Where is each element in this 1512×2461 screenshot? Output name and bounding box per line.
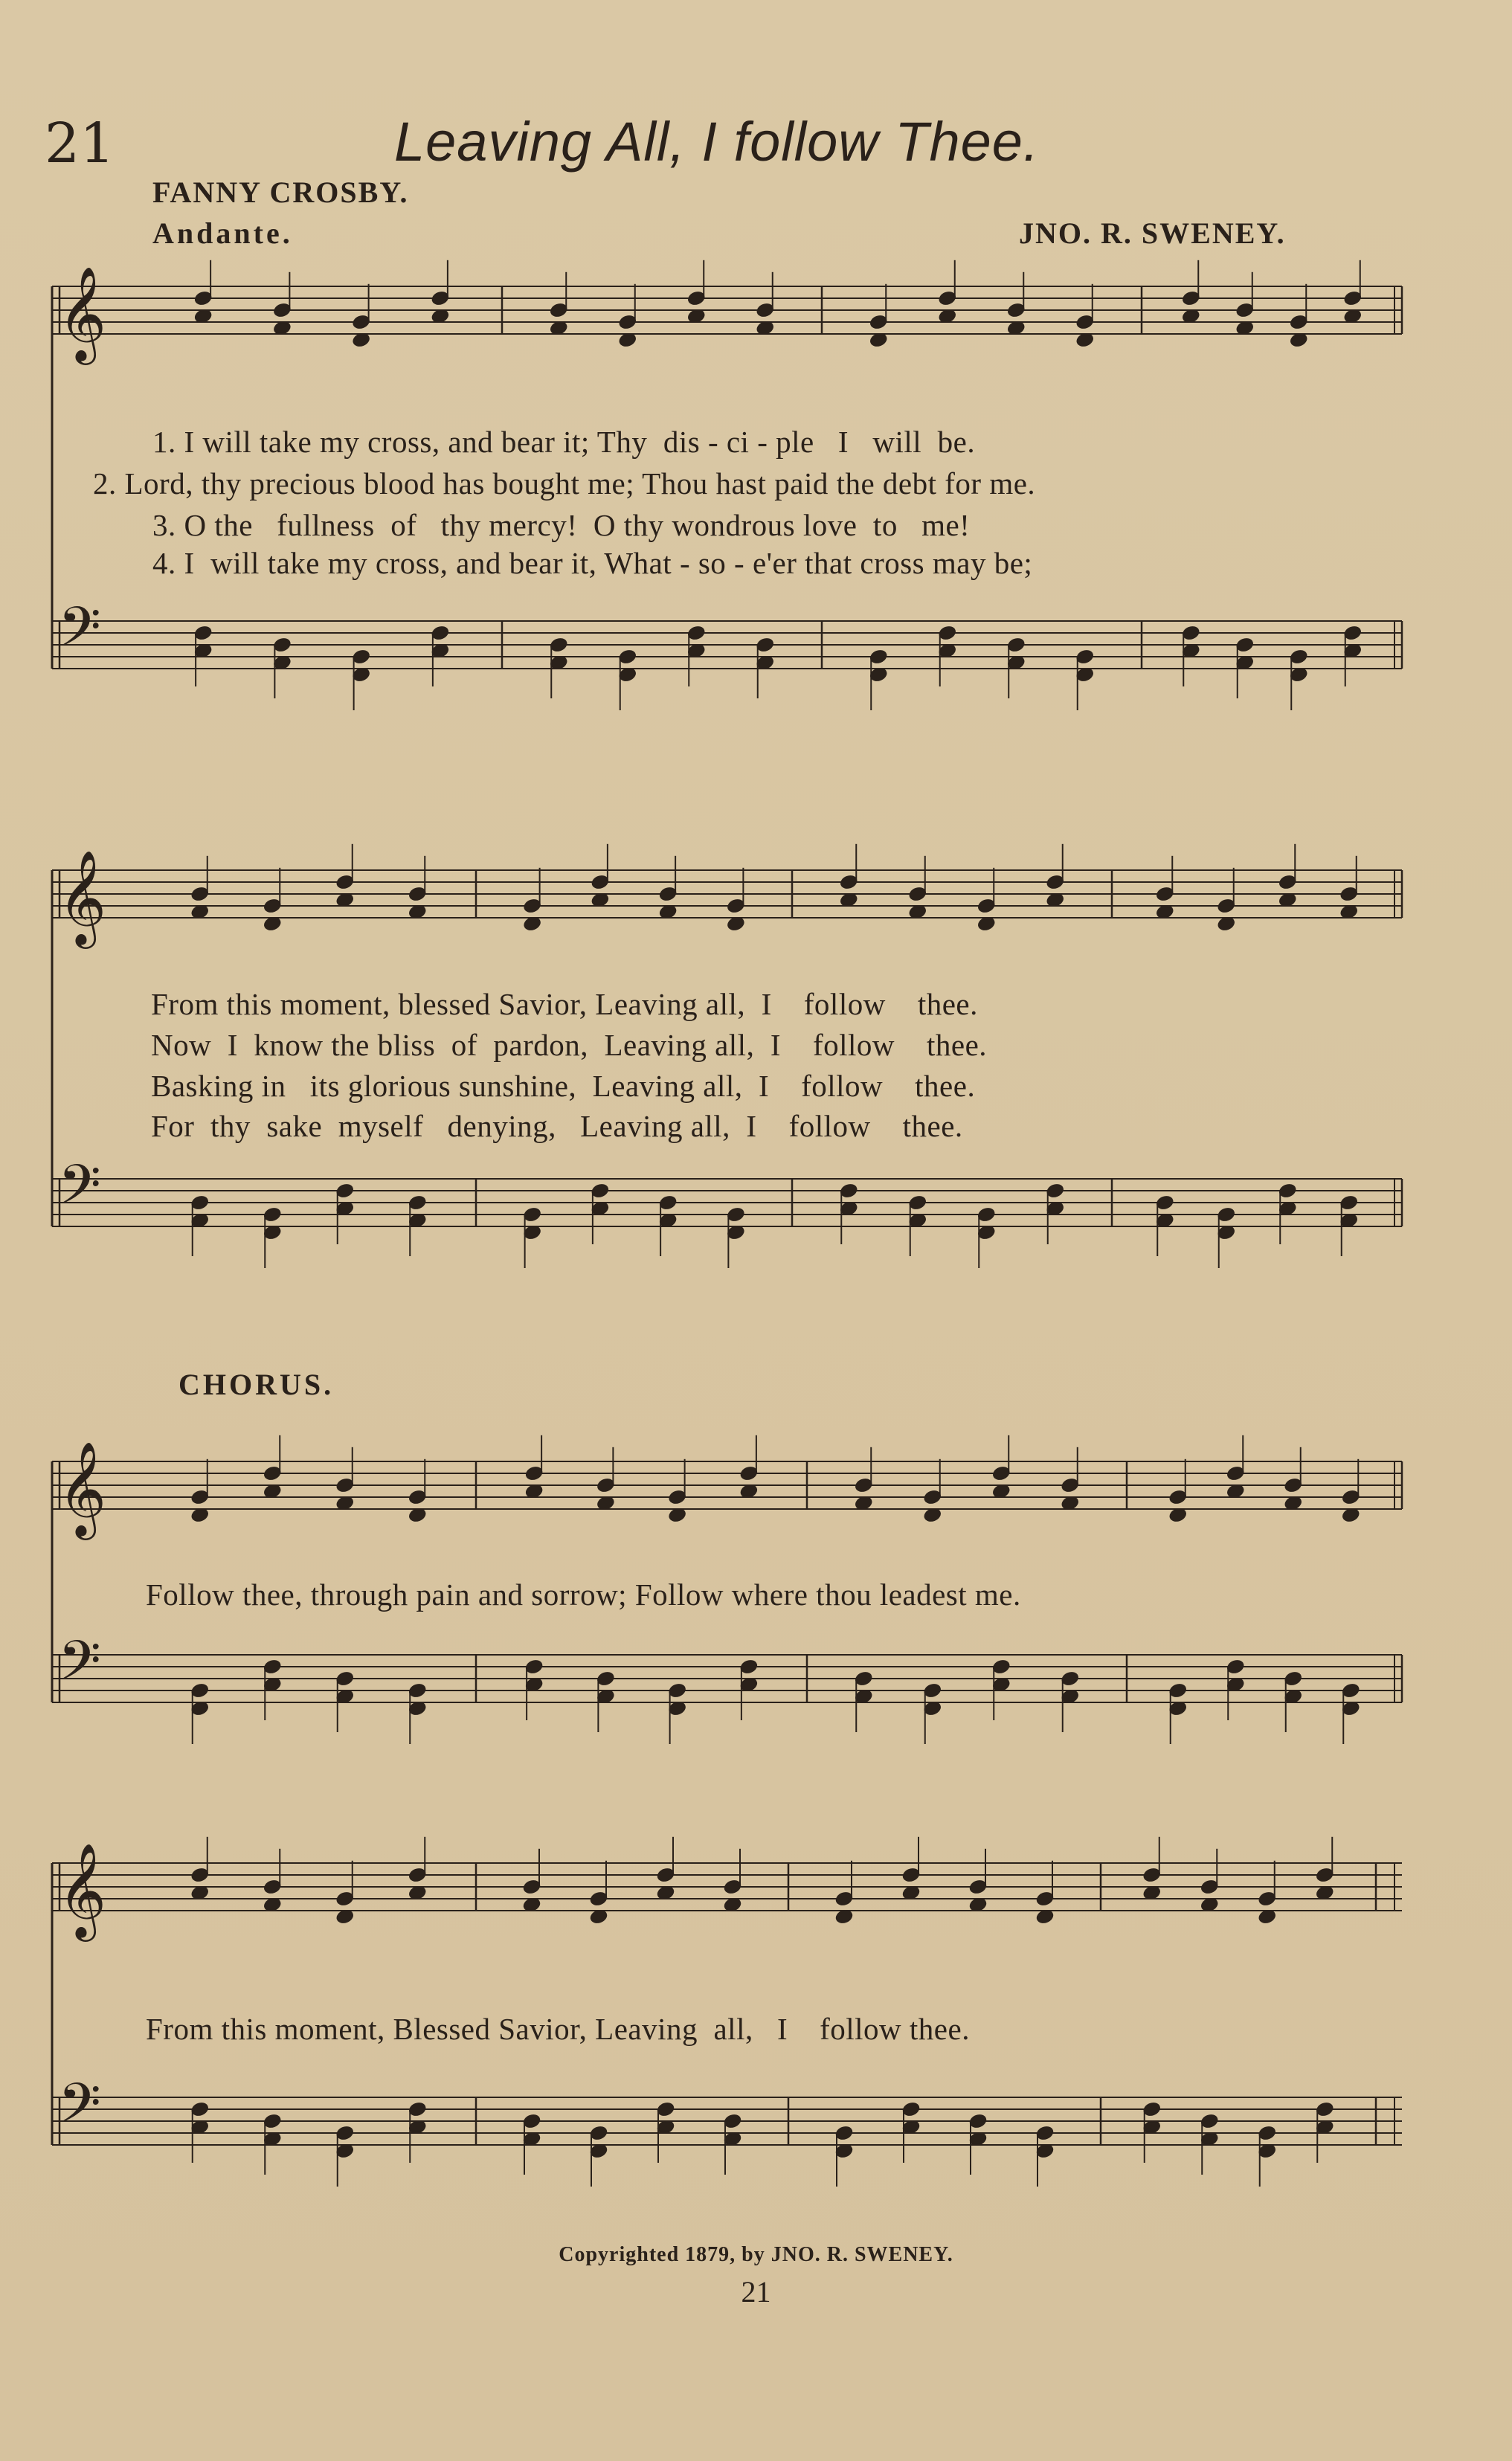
verse-4-line-b: For thy sake myself denying, Leaving all, I follow thee. (151, 1109, 963, 1143)
treble-clef-icon: 𝄞 (58, 266, 107, 361)
chorus-line-2: From this moment, Blessed Savior, Leaving all, I follow thee. (146, 2012, 970, 2046)
chorus-heading: CHORUS. (178, 1368, 335, 1401)
treble-clef-icon: 𝄞 (58, 1441, 107, 1536)
treble-clef-icon: 𝄞 (58, 849, 107, 945)
hymn-title: Leaving All, I follow Thee. (394, 111, 1040, 173)
bass-clef-icon: 𝄢 (58, 2071, 101, 2149)
verse-1-line-b: From this moment, blessed Savior, Leaving all, I follow thee. (151, 987, 978, 1021)
hymn-number: 21 (45, 112, 115, 176)
bass-clef-icon: 𝄢 (58, 1629, 101, 1707)
page-number: 21 (741, 2275, 771, 2309)
chorus-line-1: Follow thee, through pain and sorrow; Follow where thou leadest me. (146, 1577, 1021, 1612)
verse-3-line-a: 3. O the fullness of thy mercy! O thy wondrous love to me! (152, 508, 971, 542)
copyright-notice: Copyrighted 1879, by JNO. R. SWENEY. (559, 2243, 953, 2266)
verse-1-line-a: 1. I will take my cross, and bear it; Thy dis - ci - ple I will be. (152, 425, 976, 459)
verse-3-line-b: Basking in its glorious sunshine, Leaving all, I follow thee. (151, 1069, 976, 1103)
verse-2-line-a: 2. Lord, thy precious blood has bought me; Thou hast paid the debt for me. (93, 466, 1036, 501)
treble-clef-icon: 𝄞 (58, 1842, 107, 1937)
lyricist-credit: FANNY CROSBY. (152, 176, 409, 209)
composer-credit: JNO. R. SWENEY. (1019, 216, 1286, 250)
bass-clef-icon: 𝄢 (58, 595, 101, 673)
tempo-marking: Andante. (152, 216, 293, 250)
verse-4-line-a: 4. I will take my cross, and bear it, What - so - e'er that cross may be; (152, 546, 1033, 580)
verse-2-line-b: Now I know the bliss of pardon, Leaving all, I follow thee. (151, 1028, 988, 1062)
bass-clef-icon: 𝄢 (58, 1153, 101, 1231)
